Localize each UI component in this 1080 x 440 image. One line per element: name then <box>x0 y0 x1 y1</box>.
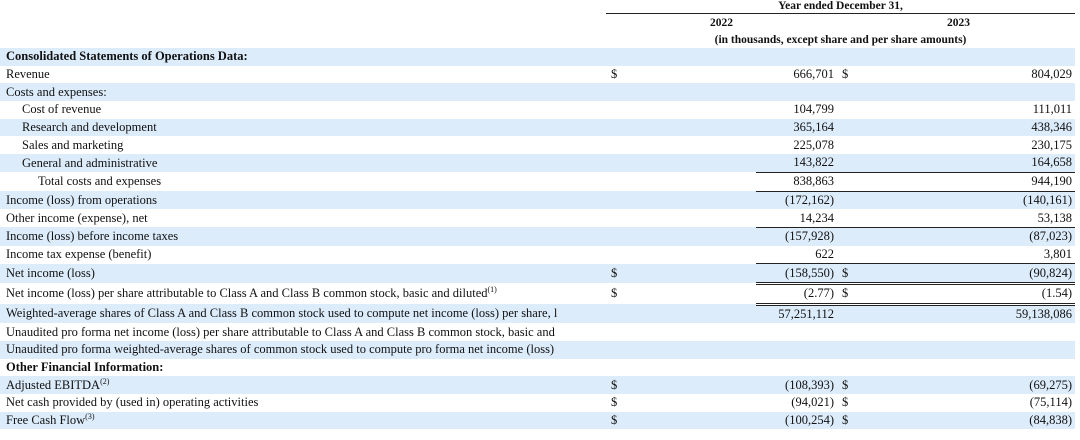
currency-2023: $ <box>837 283 852 304</box>
row-label-text: Income (loss) from operations <box>6 192 158 207</box>
row-label-text: General and administrative <box>22 155 158 170</box>
row-label <box>0 119 606 137</box>
row-label-text: Other income (expense), net <box>6 210 148 225</box>
row-label-text: Consolidated Statements of Operations Data: <box>6 49 248 64</box>
table-row <box>0 119 1075 137</box>
value-2022: (2.77) <box>756 283 837 304</box>
currency-2022 <box>606 101 756 119</box>
currency-2023 <box>837 83 852 101</box>
row-label-text: Free Cash Flow <box>6 413 86 428</box>
value-2022: (172,162) <box>756 191 837 209</box>
table-row <box>0 136 1075 154</box>
currency-2023: $ <box>837 376 852 394</box>
row-label-text: Research and development <box>22 120 157 135</box>
row-label <box>0 191 606 209</box>
value-2023: (69,275) <box>852 376 1075 394</box>
currency-2022 <box>606 246 756 264</box>
table-row <box>0 359 1075 377</box>
row-label-text: Unaudited pro forma weighted-average shares of common stock used to compute pro forma net income (loss) <box>6 342 555 357</box>
value-2023 <box>852 341 1075 359</box>
row-label <box>0 172 606 191</box>
row-label-text: Costs and expenses: <box>6 84 107 99</box>
currency-2022 <box>606 341 756 359</box>
currency-2022 <box>606 154 756 172</box>
row-label <box>0 101 606 119</box>
currency-2023: $ <box>837 264 852 284</box>
row-label-text: Income tax expense (benefit) <box>6 247 152 262</box>
year-2023-header: 2023 <box>947 17 970 29</box>
value-2022: (94,021) <box>791 395 834 410</box>
currency-2022 <box>606 172 756 191</box>
value-2022: 838,863 <box>756 172 837 191</box>
table-row <box>0 283 1075 304</box>
table-row <box>0 172 1075 191</box>
currency-2022 <box>606 359 756 377</box>
currency-2022 <box>606 323 756 341</box>
currency-2023 <box>837 191 852 209</box>
units-note: (in thousands, except share and per share amounts) <box>714 34 967 46</box>
currency-2023 <box>837 246 852 264</box>
row-label <box>0 136 606 154</box>
table-row <box>0 394 1075 412</box>
row-label <box>0 154 606 172</box>
table-row <box>0 246 1075 264</box>
currency-2022: $ <box>611 286 618 301</box>
currency-2022 <box>606 48 756 66</box>
value-2022: 104,799 <box>793 102 834 117</box>
table-row <box>0 101 1075 119</box>
value-2022 <box>756 323 837 341</box>
value-2022: 365,164 <box>756 119 837 137</box>
row-label-text: Adjusted EBITDA <box>6 377 101 392</box>
value-2023: (87,023) <box>852 227 1075 245</box>
value-2023: (75,114) <box>1029 395 1072 410</box>
footnote-marker: (3) <box>85 411 95 421</box>
row-label <box>0 66 606 84</box>
value-2022 <box>756 341 837 359</box>
currency-2023 <box>837 323 852 341</box>
value-2022: 14,234 <box>756 209 837 227</box>
value-2023 <box>852 323 1075 341</box>
row-label <box>0 394 606 412</box>
currency-2022 <box>606 191 756 209</box>
value-2023: (140,161) <box>852 191 1075 209</box>
currency-2023 <box>837 304 852 323</box>
row-label-text: Net income (loss) <box>6 266 95 281</box>
currency-2023 <box>837 119 852 137</box>
table-row <box>0 191 1075 209</box>
currency-2023: $ <box>842 395 849 410</box>
row-label <box>0 83 606 101</box>
currency-2023 <box>837 227 852 245</box>
value-2023: (90,824) <box>852 264 1075 284</box>
currency-2022 <box>606 227 756 245</box>
value-2022: 666,701 <box>793 67 834 82</box>
row-label <box>0 283 606 304</box>
currency-2023 <box>837 101 852 119</box>
value-2023: 111,011 <box>1032 102 1072 117</box>
footnote-marker: (1) <box>487 285 497 295</box>
row-label-text: Net cash provided by (used in) operating activities <box>6 395 259 410</box>
row-label <box>0 48 606 66</box>
statement-table <box>0 48 1075 429</box>
row-label <box>0 246 606 264</box>
value-2023: 230,175 <box>1031 137 1072 152</box>
currency-2023 <box>837 136 852 154</box>
table-row <box>0 154 1075 172</box>
value-2023: 804,029 <box>1031 67 1072 82</box>
row-label <box>0 341 606 359</box>
currency-2023 <box>837 154 852 172</box>
currency-2022: $ <box>611 395 618 410</box>
value-2022 <box>756 359 837 377</box>
value-2022: 622 <box>756 246 837 264</box>
value-2022: (157,928) <box>756 227 837 245</box>
currency-2023 <box>837 209 852 227</box>
currency-2022: $ <box>611 67 618 82</box>
value-2023: 438,346 <box>852 119 1075 137</box>
year-2022-header: 2022 <box>710 17 733 29</box>
value-2023: 944,190 <box>852 172 1075 191</box>
table-row <box>0 209 1075 227</box>
table-row <box>0 341 1075 359</box>
period-rule <box>606 13 1075 14</box>
value-2022: 225,078 <box>793 137 834 152</box>
table-row <box>0 304 1075 323</box>
value-2023: 3,801 <box>852 246 1075 264</box>
value-2022 <box>756 83 837 101</box>
currency-2022 <box>606 304 756 323</box>
table-row <box>0 83 1075 101</box>
currency-2022: $ <box>606 376 756 394</box>
currency-2023: $ <box>842 67 849 82</box>
value-2023 <box>852 48 1075 66</box>
period-header: Year ended December 31, <box>778 0 903 12</box>
value-2023 <box>852 83 1075 101</box>
value-2022 <box>756 48 837 66</box>
value-2023: (1.54) <box>852 283 1075 304</box>
table-row <box>0 376 1075 394</box>
footnote-marker: (2) <box>100 376 110 386</box>
value-2023: 53,138 <box>852 209 1075 227</box>
value-2023: (84,838) <box>852 412 1075 430</box>
currency-2023: $ <box>837 412 852 430</box>
table-row <box>0 227 1075 245</box>
row-label-text: Cost of revenue <box>22 102 102 117</box>
row-label <box>0 227 606 245</box>
currency-2023 <box>837 359 852 377</box>
row-label-text: Revenue <box>6 67 50 82</box>
row-label <box>0 359 606 377</box>
value-2023 <box>852 359 1075 377</box>
value-2023: 164,658 <box>852 154 1075 172</box>
currency-2023 <box>837 48 852 66</box>
currency-2023 <box>837 341 852 359</box>
value-2022: 143,822 <box>756 154 837 172</box>
row-label <box>0 209 606 227</box>
row-label-text: Total costs and expenses <box>38 174 162 189</box>
currency-2022 <box>606 83 756 101</box>
currency-2022 <box>606 119 756 137</box>
table-row <box>0 323 1075 341</box>
value-2023: 59,138,086 <box>852 304 1075 323</box>
currency-2022: $ <box>606 264 756 284</box>
currency-2023 <box>837 172 852 191</box>
table-row <box>0 264 1075 284</box>
currency-2022 <box>606 209 756 227</box>
value-2022: (100,254) <box>756 412 837 430</box>
row-label <box>0 376 606 394</box>
currency-2022: $ <box>606 412 756 430</box>
row-label-text: Income (loss) before income taxes <box>6 228 179 243</box>
row-label-text: Net income (loss) per share attributable to Class A and Class B common stock, basic and diluted <box>6 286 488 301</box>
row-label-text: Unaudited pro forma net income (loss) per share attributable to Class A and Class B common stock, basic and <box>6 324 555 339</box>
row-label-text: Sales and marketing <box>22 137 124 152</box>
table-row <box>0 48 1075 66</box>
row-label <box>0 412 606 430</box>
row-label-text: Weighted-average shares of Class A and Class B common stock used to compute net income (loss) per share, l <box>6 306 558 321</box>
currency-2022 <box>606 136 756 154</box>
value-2022: (158,550) <box>756 264 837 284</box>
row-label <box>0 264 606 284</box>
row-label-text: Other Financial Information: <box>6 360 164 375</box>
value-2022: 57,251,112 <box>756 304 837 323</box>
value-2022: (108,393) <box>756 376 837 394</box>
table-row <box>0 66 1075 84</box>
row-label <box>0 323 606 341</box>
row-label <box>0 304 606 323</box>
table-row <box>0 412 1075 430</box>
